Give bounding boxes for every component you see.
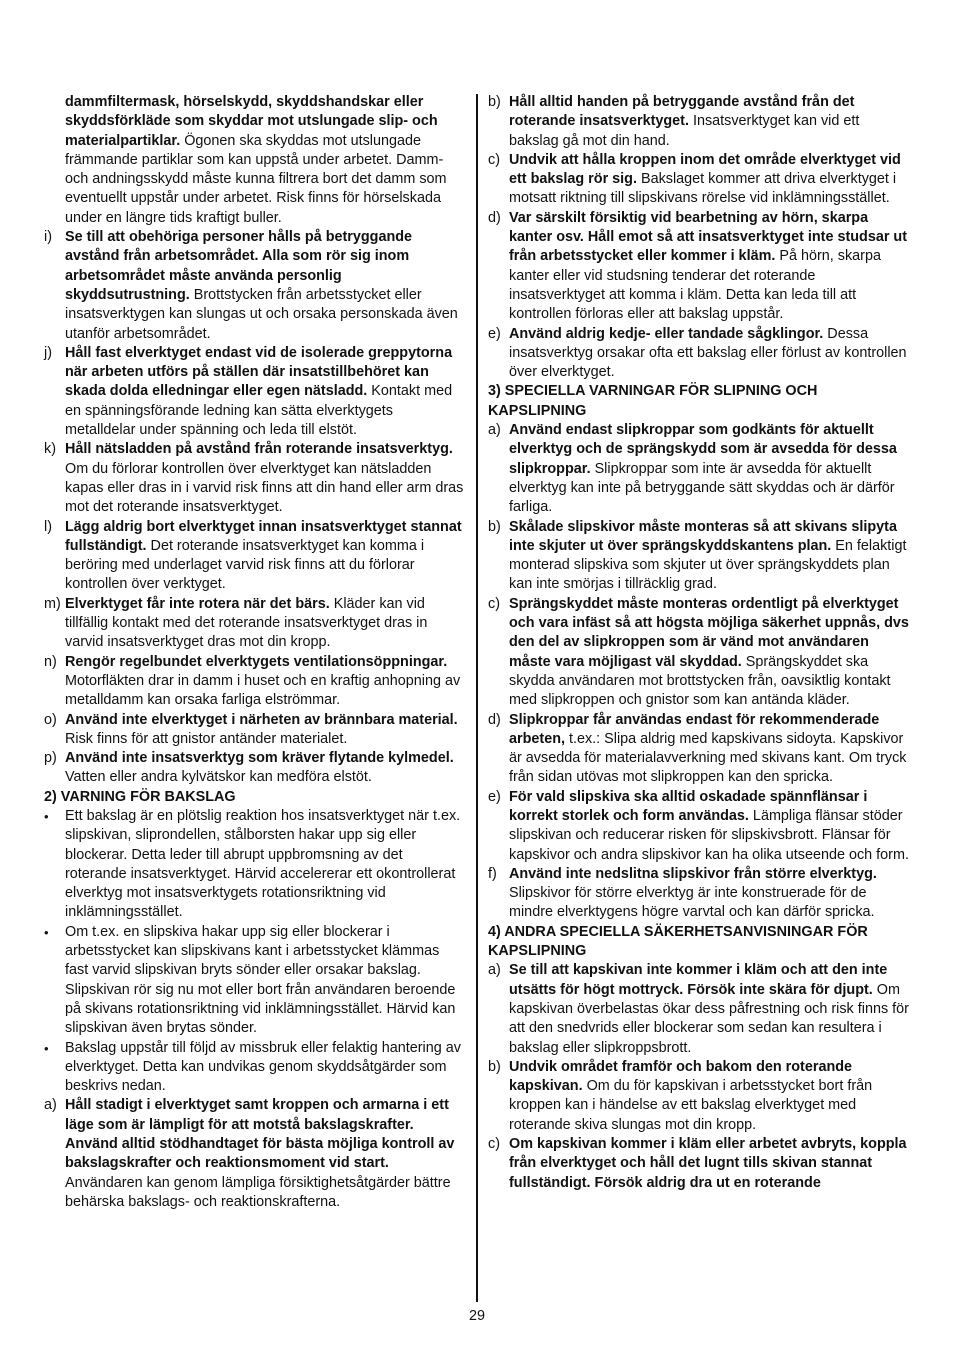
item-bold-text: Skålade slipskivor måste monteras så att skivans slipyta inte skjuter ut över sprängskyddskantens plan.	[509, 518, 897, 554]
item-text: Vatten eller andra kylvätskor kan medföra elstöt.	[65, 769, 372, 786]
item-text: Slipskivor för större elverktyg är inte konstruerade för de mindre elverktygens högre varvtal och kan därför spricka.	[509, 885, 875, 921]
item-text: Det roterande insatsverktyget kan komma i beröring med underlaget varvid risk finns att du förlorar kontrollen över verktyget.	[65, 537, 425, 593]
item-bold-text: Använd endast slipkroppar som godkänts för aktuellt elverktyg och de sprängskydd som är avsedda för dessa slipkroppar.	[509, 422, 897, 477]
item-text: Insatsverktyget kan vid ett bakslag gå mot din hand.	[509, 113, 860, 149]
item-label: b)	[488, 518, 501, 535]
bullet-icon: •	[44, 924, 49, 940]
item-label: p)	[44, 750, 57, 767]
item-label: a)	[44, 1097, 57, 1114]
item-text: Dessa insatsverktyg orsakar ofta ett bakslag eller förlust av kontrollen över elverktyget.	[509, 325, 907, 381]
bullet-item	[44, 923, 466, 1039]
bullet-text: Ett bakslag är en plötslig reaktion hos insatsverktyget när t.ex. slipskivan, sliprondellen, stålborsten hakar upp sig eller blockerar. Detta leder till abrupt uppbromsning av det roterande insatsverktyget. Härvid accelererar ett okontrollerat elverktyg mot insatsverktygets rotationsriktning vid inklämningsstället.	[65, 807, 461, 921]
item-label: n)	[44, 653, 57, 670]
item-text: Motorfläkten drar in damm i huset och en kraftig anhopning av metalldamm kan orsaka farliga elströmmar.	[65, 672, 461, 709]
item-label: c)	[488, 595, 500, 612]
item-bold-text: Undvik att hålla kroppen inom det område elverktyget vid ett bakslag rör sig.	[509, 151, 901, 188]
item-text: Om du förlorar kontrollen över elverktyget kan nätsladden kapas eller dras in i varvid risk finns att din hand eller arm dras mot det roterande insatsverktyget.	[65, 460, 464, 516]
list-item	[488, 325, 912, 383]
item-text: Risk finns för att gnistor antänder materialet.	[65, 730, 348, 747]
item-bold-text: Slipkroppar får användas endast för rekommenderade arbeten,	[509, 711, 880, 747]
item-bold-text: Använd inte insatsverktyg som kräver flytande kylmedel.	[65, 750, 454, 767]
item-bold-text: Se till att kapskivan inte kommer i kläm och att den inte utsätts för högt mottryck. Försök inte skära för djupt.	[509, 962, 888, 998]
item-label: m)	[44, 595, 61, 612]
item-bold-text: Elverktyget får inte rotera när det bärs.	[65, 595, 330, 612]
bullet-text: Om t.ex. en slipskiva hakar upp sig eller blockerar i arbetsstycket kan slipskivans kant i arbetsstycket klämmas fast varvid slipskivan bryts sönder eller orsakar bakslag. Slipskivan rör sig nu mot eller bort från användaren beroende på skivans rotationsriktning vid inklämningsstället. Härvid kan slipskivan även brytas sönder.	[65, 923, 456, 1037]
list-item	[488, 93, 912, 151]
list-item	[44, 711, 466, 750]
right-column	[488, 93, 912, 1193]
item-label: b)	[488, 94, 501, 110]
item-label: d)	[488, 711, 501, 728]
item-text: På hörn, skarpa kanter eller vid studsning tenderar det roterande insatsverktyget att komma i kläm. Detta kan leda till att kontrollen förloras eller att bakslag uppstår.	[509, 248, 881, 323]
item-bold-text: Var särskilt försiktig vid bearbetning av hörn, skarpa kanter osv. Håll emot så att insatsverktyget inte studsar ut från arbetsstycket eller kommer i kläm.	[509, 209, 908, 265]
intro-paragraph: dammfiltermask, hörselskydd, skyddshandskar eller skyddsförkläde som skyddar mot utslungade slip- och materialpartiklar. Ögonen ska skyddas mot utslungade främmande partiklar som kan uppstå under arbetet. Damm- och andningsskydd måste kunna filtrera bort det damm som eventuellt uppstår under arbetet. Risk finns för hörselskada under en längre tids kraftigt buller.	[65, 94, 447, 226]
bullet-item	[44, 807, 466, 923]
list-item	[488, 1135, 912, 1193]
list-item	[488, 1058, 912, 1135]
item-label: e)	[488, 325, 501, 342]
list-item	[44, 749, 466, 788]
list-item	[488, 788, 912, 865]
item-text: Om kapskivan överbelastas ökar dess påfrestning och risk finns för att den snedvrids eller blockerar som sedan kan resultera i bakslag eller slipkroppsbrott.	[509, 981, 909, 1056]
left-column	[44, 93, 466, 1212]
item-bold-text: För vald slipskiva ska alltid oskadade spännflänsar i korrekt storlek och form användas.	[509, 788, 868, 824]
list-item	[488, 209, 912, 325]
list-item	[44, 440, 466, 517]
list-item	[44, 228, 466, 344]
item-label: k)	[44, 441, 56, 458]
bullet-icon: •	[44, 808, 49, 824]
list-item	[44, 1096, 466, 1212]
item-text: Bakslaget kommer att driva elverktyget i motsatt riktning till slipskivans rörelse vid inklämningsstället.	[509, 171, 897, 207]
item-bold-text: Om kapskivan kommer i kläm eller arbetet avbryts, koppla från elverktyget och håll det lugnt tills skivan stannat fullständigt. Försök aldrig dra ut en roterande	[509, 1136, 907, 1191]
section-heading: 4) ANDRA SPECIELLA SÄKERHETSANVISNINGAR FÖR KAPSLIPNING	[488, 923, 868, 960]
section-heading: 2) VARNING FÖR BAKSLAG	[44, 788, 236, 805]
item-text: Sprängskyddet ska skydda användaren mot brottstycken från, oavsiktlig kontakt med slipkroppen och gnistor som kan antända kläder.	[509, 653, 891, 709]
item-label: c)	[488, 1136, 500, 1153]
item-text: t.ex.: Slipa aldrig med kapskivans sidoyta. Kapskivor är avsedda för materialavverkning med skivans kant. Om tryck från sidan utövas mot slipkroppen kan den spricka.	[509, 730, 907, 786]
item-text: Kontakt med en spänningsförande ledning kan sätta elverktygets metalldelar under spänning och leda till elstöt.	[65, 383, 453, 439]
bullet-text: Bakslag uppstår till följd av missbruk eller felaktig hantering av elverktyget. Detta kan undvikas genom skyddsåtgärder som beskrivs nedan.	[65, 1039, 461, 1095]
item-bold-text: Håll alltid handen på betryggande avstånd från det roterande insatsverktyget.	[509, 94, 855, 130]
bullet-item	[44, 1039, 466, 1097]
item-bold-text: Lägg aldrig bort elverktyget innan insatsverktyget stannat fullständigt.	[65, 518, 462, 554]
item-bold-text: Se till att obehöriga personer hålls på betryggande avstånd från arbetsområdet. Alla som rör sig inom arbetsområdet måste använda personlig skyddsutrustning.	[65, 229, 413, 303]
item-label: d)	[488, 209, 501, 226]
item-text: Slipkroppar som inte är avsedda för aktuellt elverktyg kan inte på betryggande sätt skyddas och är därför farliga.	[509, 460, 895, 516]
list-item	[488, 151, 912, 209]
list-item	[44, 518, 466, 595]
item-label: b)	[488, 1058, 501, 1075]
item-text: Användaren kan genom lämpliga försiktighetsåtgärder bättre behärska bakslags- och reaktionskrafterna.	[65, 1174, 451, 1210]
item-text: Kläder kan vid tillfällig kontakt med det roterande insatsverktyget dras in varvid insatsverktyget dras mot din kropp.	[65, 595, 428, 651]
item-bold-text: Rengör regelbundet elverktygets ventilationsöppningar.	[65, 653, 448, 670]
item-label: e)	[488, 788, 501, 805]
list-item	[488, 421, 912, 517]
column-divider	[476, 94, 478, 1302]
item-bold-text: Håll nätsladden på avstånd från roterande insatsverktyg.	[65, 441, 453, 458]
list-item	[488, 595, 912, 711]
item-label: a)	[488, 422, 501, 439]
item-text: Om du för kapskivan i arbetsstycket bort från kroppen kan i händelse av ett bakslag elverktyget med roterande skiva slungas mot din kropp.	[509, 1078, 873, 1133]
item-text: Lämpliga flänsar stöder slipskivan och reducerar risken för slipskivsbrott. Flänsar för kapskivor och andra slipskivor kan ha olika utseende och form.	[509, 807, 909, 863]
item-bold-text: Sprängskyddet måste monteras ordentligt på elverktyget och vara infäst så att högsta möjliga säkerhet uppnås, dvs den del av slipkroppen som är vänd mot användaren måste vara möjligast väl skyddad.	[509, 595, 909, 670]
list-item	[44, 344, 466, 440]
item-bold-text: Håll fast elverktyget endast vid de isolerade greppytorna när arbeten utförs på ställen där insatstillbehöret kan skada dolda elledningar eller egen nätsladd.	[65, 344, 453, 400]
item-bold-text: Använd inte elverktyget i närheten av brännbara material.	[65, 711, 458, 728]
list-item	[44, 595, 466, 653]
list-item	[488, 865, 912, 923]
list-item	[44, 653, 466, 711]
item-label: c)	[488, 151, 500, 168]
item-label: a)	[488, 962, 501, 979]
item-bold-text: Håll stadigt i elverktyget samt kroppen och armarna i ett läge som är lämpligt för att motstå bakslagskrafter. Använd alltid stödhandtaget för bästa möjliga kontroll av bakslagskrafter och reaktionsmoment vid start.	[65, 1097, 455, 1172]
item-label: f)	[488, 865, 497, 882]
item-label: o)	[44, 711, 57, 728]
item-bold-text: Använd inte nedslitna slipskivor från större elverktyg.	[509, 865, 877, 882]
list-item	[488, 961, 912, 1057]
list-item	[488, 711, 912, 788]
bullet-icon: •	[44, 1040, 49, 1056]
item-text: En felaktigt monterad slipskiva som skjuter ut över sprängskyddets plan kan inte smörjas i tillräcklig grad.	[509, 537, 907, 593]
section-heading: 3) SPECIELLA VARNINGAR FÖR SLIPNING OCH KAPSLIPNING	[488, 383, 818, 419]
item-text: Brottstycken från arbetsstycket eller insatsverktygen kan slungas ut och orsaka personskada även utanför arbetsområdet.	[65, 286, 458, 342]
page-number: 29	[468, 1308, 485, 1324]
item-label: j)	[44, 344, 52, 361]
item-bold-text: Använd aldrig kedje- eller tandade sågklingor.	[509, 325, 824, 342]
item-bold-text: Undvik området framför och bakom den roterande kapskivan.	[509, 1058, 853, 1095]
item-label: l)	[44, 518, 52, 535]
item-label: i)	[44, 229, 52, 246]
list-item	[488, 518, 912, 595]
